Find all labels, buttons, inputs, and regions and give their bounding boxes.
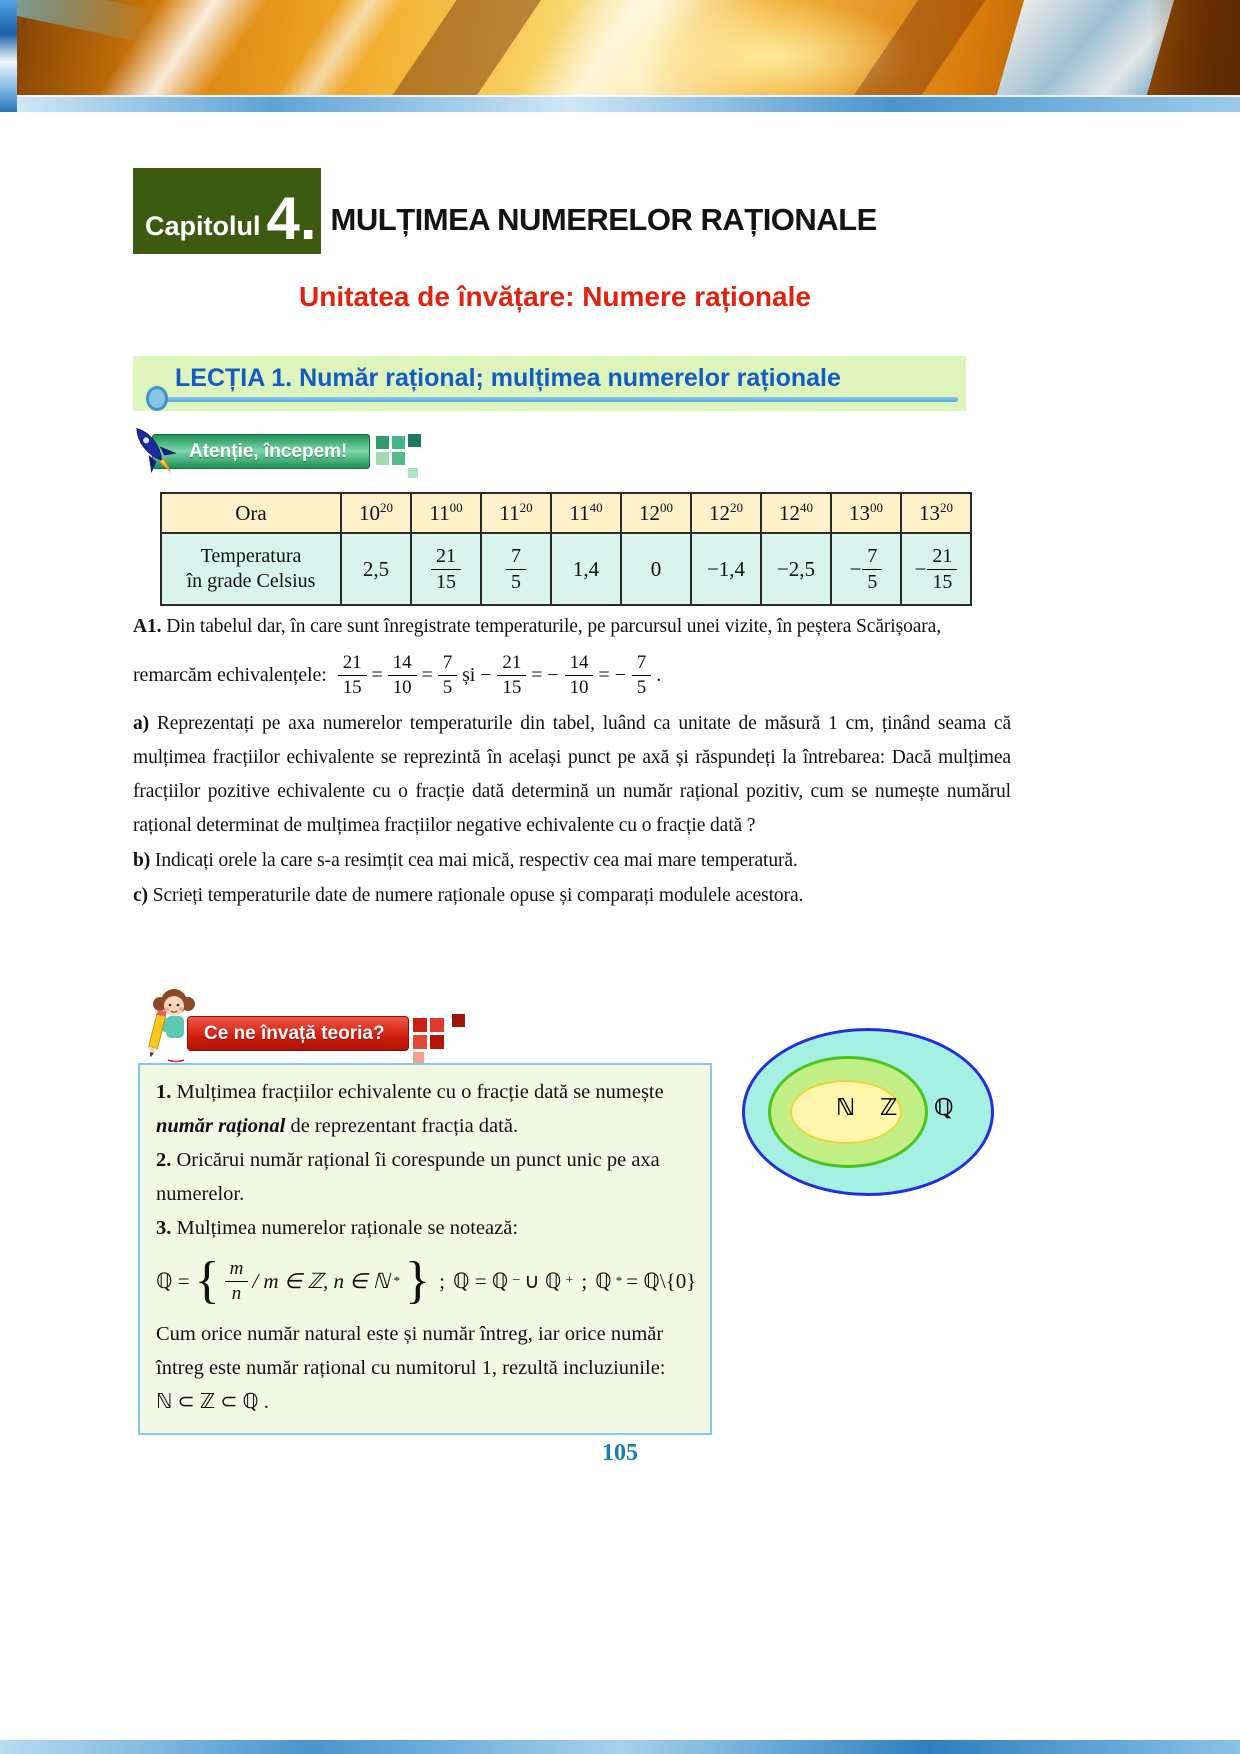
chapter-number: 4. [266,184,317,252]
venn-label-n: ℕ [836,1094,856,1121]
chapter-heading [133,168,877,254]
table-cell-temp [481,533,551,605]
deco-square-green [376,436,389,449]
part-b: b) Indicați orele la care s-a resimțit cea mai mică, respectiv cea mai mare temperatură. [133,850,798,871]
theory-closing: Cum orice număr natural este și număr întreg, iar orice număr întreg este număr rațional cu numitorul 1, rezultă incluziunile: ℕ ⊂ ℤ ⊂ ℚ . [156,1323,666,1413]
deco-square-green [376,452,389,465]
header-art-shape [8,0,162,45]
table-cell-hour: $12^{40}$ [761,493,831,533]
fraction: $\frac{7}{5}$ [438,652,457,698]
deco-square-red [413,1052,424,1063]
chapter-badge [133,168,321,254]
rocket-icon [128,420,184,486]
header-art [0,0,1240,112]
left-accent-bar [0,0,17,112]
chapter-title: MULȚIMEA NUMERELOR RAȚIONALE [330,202,877,237]
fraction: $\frac{7}{5}$ [506,545,526,593]
table-header-row [161,493,971,533]
venn-diagram [742,1028,994,1196]
table-cell-ora: Ora [161,493,341,533]
chapter-label: Capitolul [145,211,261,241]
temperature-table [160,492,972,606]
deco-square-red [413,1018,427,1032]
fraction: $\frac{14}{10}$ [388,652,417,698]
table-cell-hour: $10^{20}$ [341,493,411,533]
deco-square-red [430,1035,444,1049]
deco-square-red [452,1014,465,1027]
table-cell-hour: $13^{00}$ [831,493,901,533]
lesson-banner [133,356,966,411]
attention-label: Atenție, începem! [189,441,348,462]
table-cell-rowlabel: Temperatura în grade Celsius [161,533,341,605]
deco-square-green [392,436,405,449]
deco-square-green [392,452,405,465]
table-cell-temp: 0 [621,533,691,605]
table-cell-hour: $11^{20}$ [481,493,551,533]
table-cell-hour: $12^{00}$ [621,493,691,533]
table-cell-hour: $11^{40}$ [551,493,621,533]
deco-square-green [408,468,418,478]
a1-label: A1. [133,616,162,637]
attention-badge [152,434,370,469]
deco-square-red [430,1018,444,1032]
theory-badge [187,1016,409,1051]
table-cell-temp: 2,5 [341,533,411,605]
part-a: a) Reprezentați pe axa numerelor temperaturile din tabel, luând ca unitate de măsură 1 cm, ținând seama că mulțimea fracțiilor echivalente se reprezintă în același punct pe axă și răspundeți la întrebarea: Dacă mulțimea fracțiilor pozitive echivalente cu o fracție dată determină un număr rațional pozitiv, cum se numește numărul rațional determinat de mulțimea fracțiilor negative echivalente cu o fracție dată ? [133,713,1011,836]
problem-a1 [133,610,1011,913]
fraction: $\frac{21}{15}$ [338,652,367,698]
table-cell-temp [411,533,481,605]
lesson-bullet [146,386,168,411]
table-cell-temp: −1,4 [691,533,761,605]
formula-line: ℚ = { $\frac{m}{n}$ / m ∈ ℤ, n ∈ ℕ * } ; ℚ = ℚ − ∪ ℚ + ; ℚ * = ℚ\{0} [156,1252,697,1309]
table-cell-temp: − $\frac{7}{5}$ [831,533,901,605]
table-body-row [161,533,971,605]
theory-item-2: 2. Oricărui număr rațional îi corespunde un punct unic pe axa numerelor. [156,1149,660,1205]
part-c: c) Scrieți temperaturile date de numere raționale opuse și comparați modulele acestora. [133,885,804,906]
fraction: $\frac{21}{15}$ [431,545,461,593]
theory-box [138,1063,712,1435]
fraction: $\frac{21}{15}$ [927,545,957,593]
child-pencil-icon [142,988,204,1064]
lesson-title: LECȚIA 1. Număr rațional; mulțimea numerelor raționale [175,364,841,392]
table-cell-temp: −2,5 [761,533,831,605]
header-art-bottom-stripe [0,95,1240,112]
fraction: $\frac{21}{15}$ [497,652,526,698]
fraction: $\frac{14}{10}$ [565,652,594,698]
fraction: $\frac{7}{5}$ [632,652,651,698]
deco-square-red [413,1035,427,1049]
a1-intro-line: A1. Din tabelul dar, în care sunt înregistrate temperaturile, pe parcursul unei vizite, în peștera Scărișoara, [133,616,942,637]
footer-bar [0,1740,1240,1754]
theory-label: Ce ne învață teoria? [204,1023,385,1044]
venn-label-q: ℚ [934,1094,954,1121]
unit-title: Unitatea de învățare: Numere raționale [299,281,811,312]
table-cell-hour: $13^{20}$ [901,493,971,533]
theory-item-3: 3. Mulțimea numerelor raționale se notează: [156,1217,519,1239]
venn-label-z: ℤ [880,1094,898,1121]
lesson-underline [163,397,958,402]
table-cell-hour: $12^{20}$ [691,493,761,533]
table-cell-hour: $11^{00}$ [411,493,481,533]
deco-square-green [408,434,421,447]
table-cell-temp: − $\frac{21}{15}$ [901,533,971,605]
table-cell-temp: 1,4 [551,533,621,605]
page-number: 105 [602,1440,638,1466]
fraction: $\frac{7}{5}$ [862,545,882,593]
equivalence-line: remarcăm echivalențele: $\frac{21}{15}$ = $\frac{14}{10}$ = $\frac{7}{5}$ și − $\frac{21}{15}$ = − $\frac{14}{10}$ = − $\frac{7}{5}$ . [133,652,662,698]
fraction: $\frac{m}{n}$ [225,1258,249,1304]
theory-item-1: 1. Mulțimea fracțiilor echivalente cu o fracție dată se numește număr rațional de reprezentant fracția dată. [156,1081,664,1137]
